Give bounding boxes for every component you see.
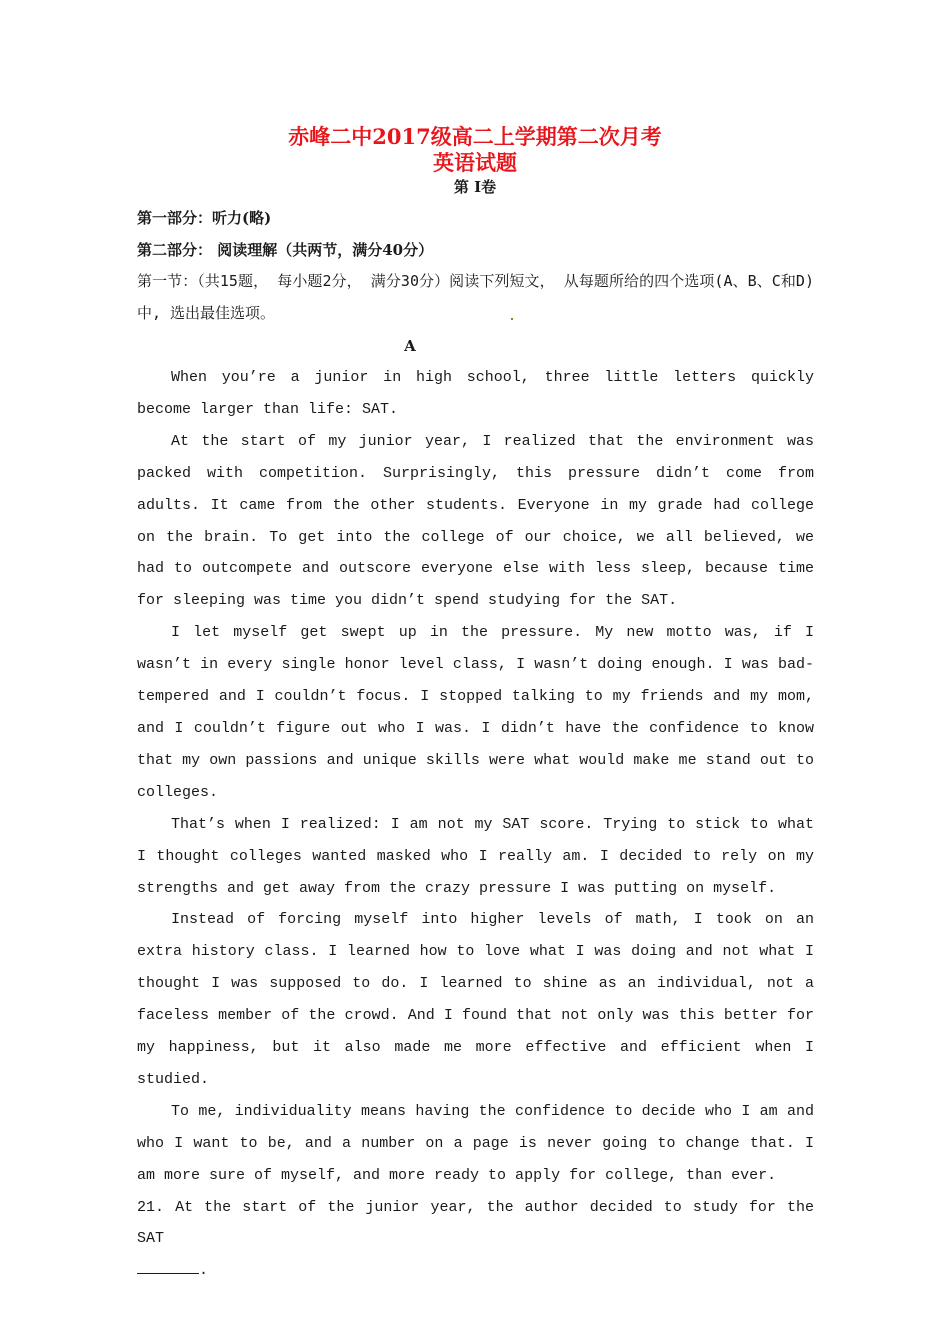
section-part2-heading: 第二部分： 阅读理解（共两节，满分40分） bbox=[137, 241, 434, 259]
passage-paragraph: To me, individuality means having the confidence to decide who I am and who I want to be, and a number on a page is never going to change that. I am more sure of myself, and more ready to apply for college, than ever. bbox=[137, 1102, 814, 1184]
passage-paragraph: When you’re a junior in high school, three little letters quickly become larger than life: SAT. bbox=[137, 369, 814, 418]
section-part1-heading: 第一部分：听力(略) bbox=[137, 209, 272, 227]
passage-label: A bbox=[404, 337, 416, 355]
passage-paragraph: That’s when I realized: I am not my SAT score. Trying to stick to what I thought colleges wanted masked who I really am. I decided to rely on my strengths and get away from the crazy pressure I was putting on myself. bbox=[137, 815, 814, 897]
stray-mark bbox=[511, 318, 513, 320]
passage-paragraph: I let myself get swept up in the pressure. My new motto was, if I wasn’t in every single honor level class, I wasn’t doing enough. I was bad-tempered and I couldn’t focus. I stopped talking to my friends and my mom, and I couldn’t figure out who I was. I didn’t have the confidence to know that my own passions and unique skills were what would make me stand out to colleges. bbox=[137, 624, 814, 801]
volume-label: 第 I卷 bbox=[453, 178, 497, 196]
question-21-tail: . bbox=[199, 1262, 209, 1280]
exam-subject: 英语试题 bbox=[433, 150, 517, 175]
passage-paragraph: Instead of forcing myself into higher levels of math, I took on an extra history class. I learned how to love what I was doing and not what I thought I was supposed to do. I learned to shine as an individual, not a faceless member of the crowd. And I found that not only was this better for my happiness, but it also made me more effective and efficient when I studied. bbox=[137, 911, 814, 1088]
passage-paragraph: At the start of my junior year, I realized that the environment was packed with competition. Surprisingly, this pressure didn’t come from adults. It came from the other students. Everyone in my grade had college on the brain. To get into the college of our choice, we all believed, we had to outcompete and outscore everyone else with less sleep, because time for sleeping was time you didn’t spend studying for the SAT. bbox=[137, 432, 814, 610]
answer-blank[interactable] bbox=[137, 1259, 199, 1274]
section-instruction: 第一节：（共15题， 每小题2分， 满分30分）阅读下列短文， 从每题所给的四个选项(A、B、C和D) 中, 选出最佳选项。 bbox=[137, 272, 814, 322]
question-21 bbox=[137, 1192, 814, 1288]
passage-body bbox=[137, 362, 814, 1287]
exam-title: 赤峰二中2017级高二上学期第二次月考 bbox=[288, 124, 662, 149]
question-21-text: 21. At the start of the junior year, the author decided to study for the SAT bbox=[137, 1198, 814, 1248]
